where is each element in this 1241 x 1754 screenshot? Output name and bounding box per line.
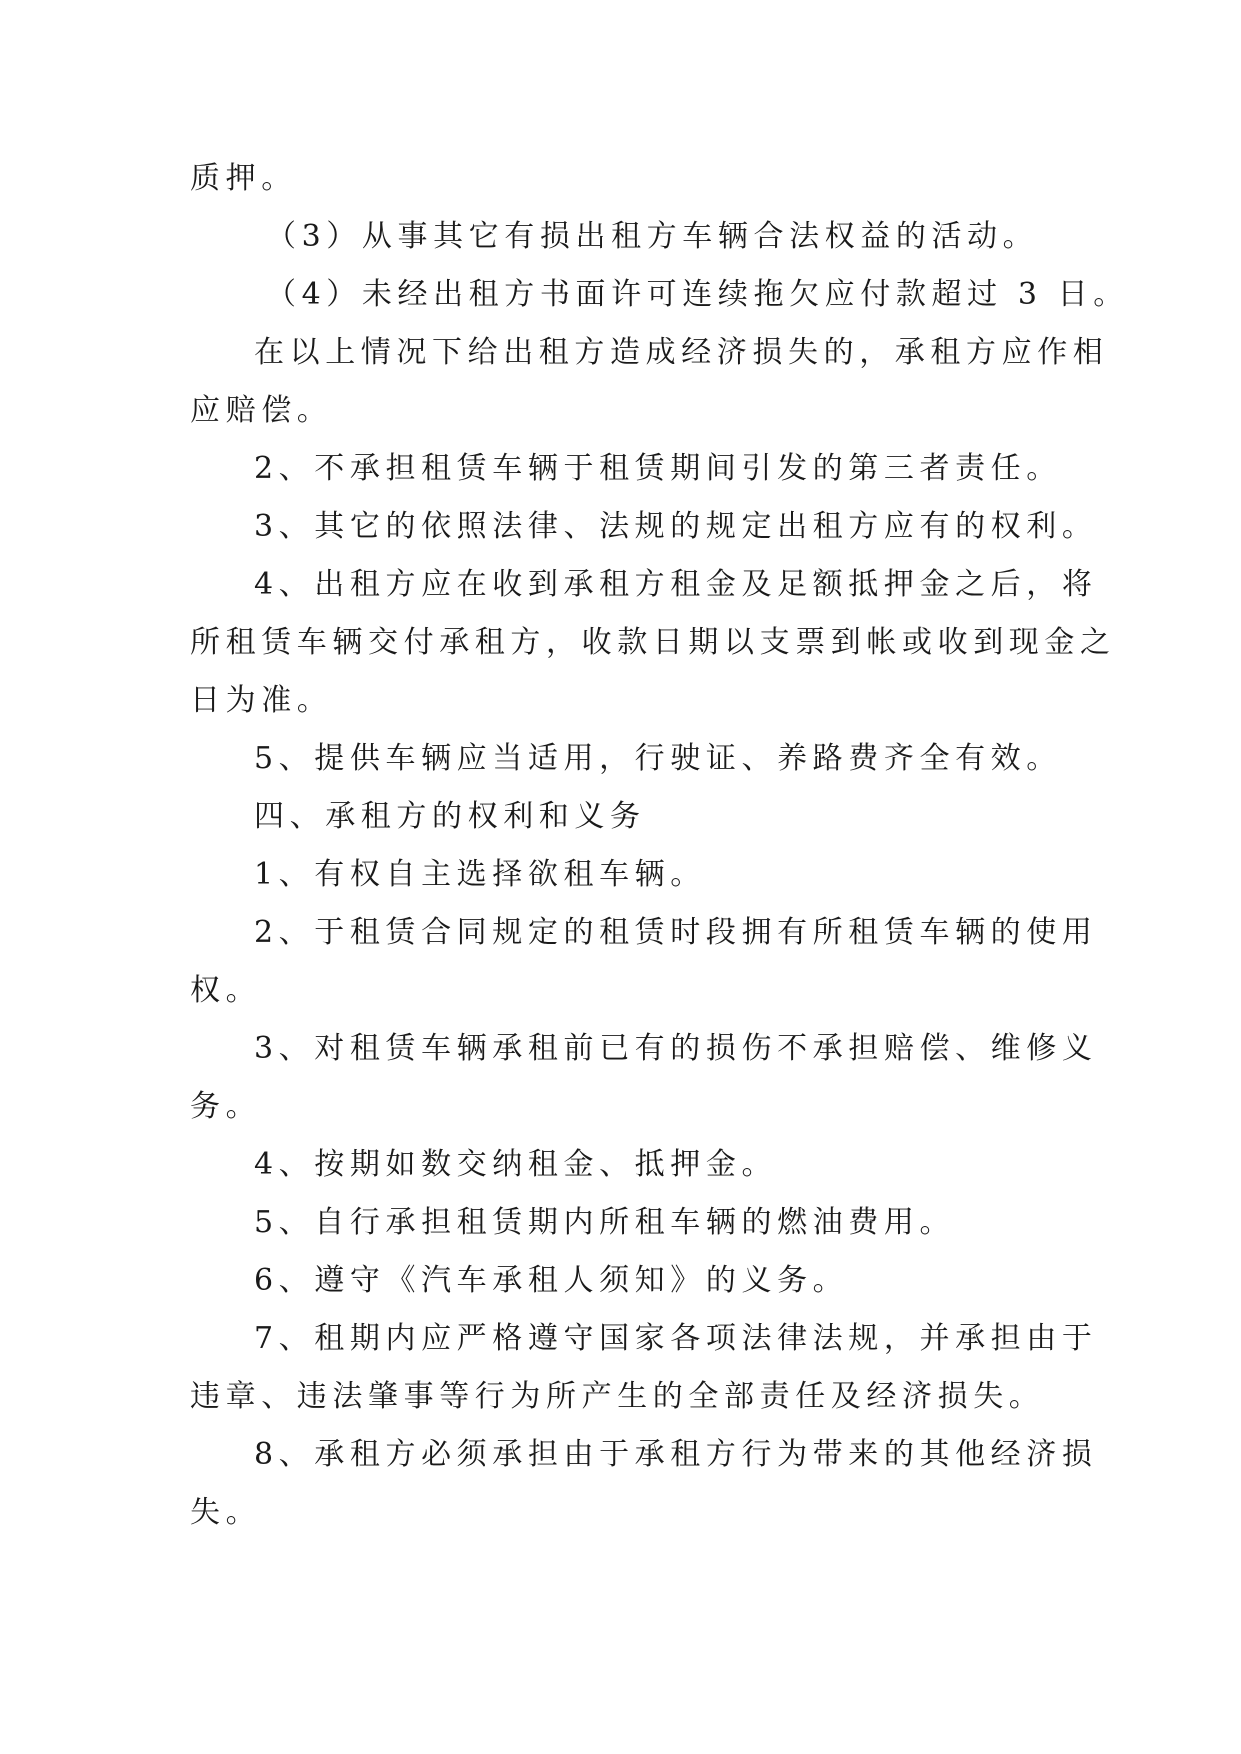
text-line: 2、于租赁合同规定的租赁时段拥有所租赁车辆的使用 [254, 915, 1098, 950]
text-line: 所租赁车辆交付承租方，收款日期以支票到帐或收到现金之 [190, 625, 1116, 660]
text-line: （4）未经出租方书面许可连续拖欠应付款超过 3 日。 [266, 277, 1129, 312]
text-line: 5、提供车辆应当适用，行驶证、养路费齐全有效。 [254, 741, 1062, 776]
text-line: 4、按期如数交纳租金、抵押金。 [254, 1147, 778, 1182]
text-line: 质押。 [190, 161, 297, 196]
text-line: 务。 [190, 1089, 262, 1124]
text-line: 8、承租方必须承担由于承租方行为带来的其他经济损 [254, 1437, 1098, 1472]
document-body [190, 150, 1129, 1542]
text-line: 权。 [190, 973, 262, 1008]
text-line: 1、有权自主选择欲租车辆。 [254, 857, 706, 892]
text-line: 日为准。 [190, 683, 333, 718]
text-line: 违章、违法肇事等行为所产生的全部责任及经济损失。 [190, 1379, 1045, 1414]
text-line: 3、对租赁车辆承租前已有的损伤不承担赔偿、维修义 [254, 1031, 1098, 1066]
text-line: 在以上情况下给出租方造成经济损失的，承租方应作相 [254, 335, 1109, 370]
text-line: 4、出租方应在收到承租方租金及足额抵押金之后，将 [254, 567, 1098, 602]
text-line: 7、租期内应严格遵守国家各项法律法规，并承担由于 [254, 1321, 1098, 1356]
section-heading: 四、承租方的权利和义务 [254, 799, 646, 834]
text-line: 应赔偿。 [190, 393, 333, 428]
text-line: 2、不承担租赁车辆于租赁期间引发的第三者责任。 [254, 451, 1062, 486]
text-line: 失。 [190, 1495, 262, 1530]
text-line: 5、自行承担租赁期内所租车辆的燃油费用。 [254, 1205, 956, 1240]
text-line: 3、其它的依照法律、法规的规定出租方应有的权利。 [254, 509, 1098, 544]
text-line: 6、遵守《汽车承租人须知》的义务。 [254, 1263, 849, 1298]
text-line: （3）从事其它有损出租方车辆合法权益的活动。 [266, 219, 1039, 254]
